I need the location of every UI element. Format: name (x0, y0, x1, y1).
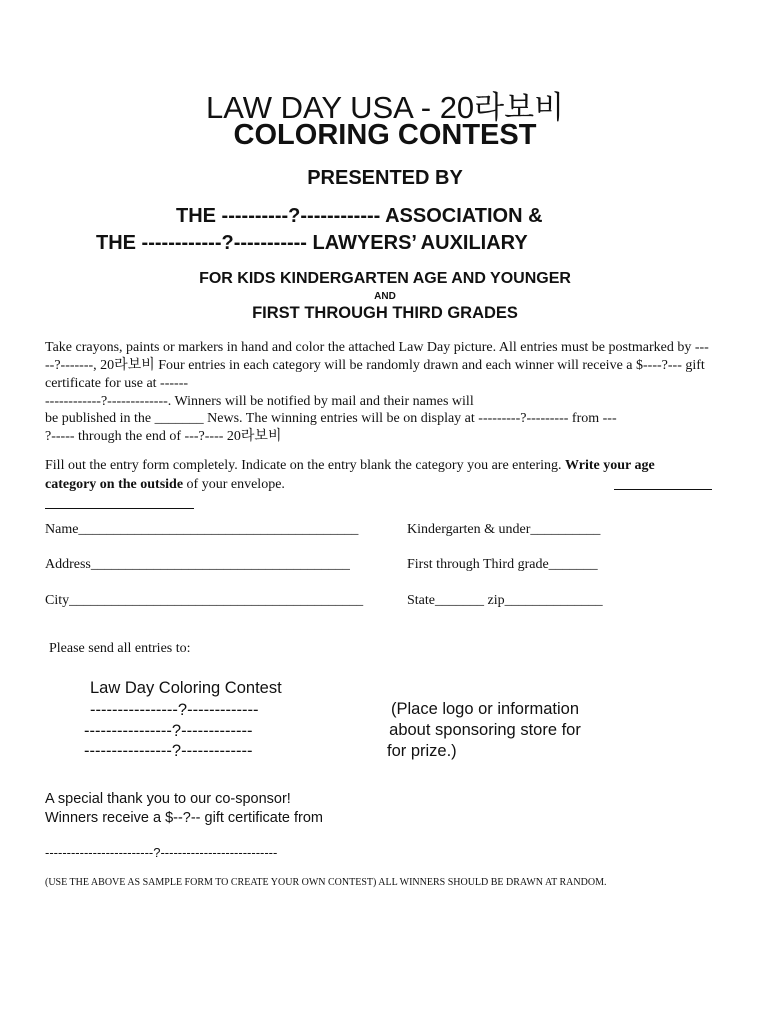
fill-out-line-1 (45, 456, 655, 475)
state-zip-field[interactable]: State_______ zip______________ (407, 593, 603, 608)
fill-out-text: Fill out the entry form completely. Indicate on the entry blank the category you are entering. (45, 458, 566, 473)
kindergarten-category[interactable]: Kindergarten & under__________ (407, 522, 601, 537)
name-field[interactable]: Name________________________________________ (45, 522, 359, 537)
mailing-address-name: Law Day Coloring Contest (90, 679, 282, 697)
thanks-line-2: Winners receive a $--?-- gift certificate from (45, 810, 323, 826)
grades-heading: FIRST THROUGH THIRD GRADES (252, 304, 518, 322)
sponsor-placeholder-line-1: (Place logo or information (390, 700, 579, 718)
kindergarten-heading: FOR KIDS KINDERGARTEN AGE AND YOUNGER (199, 270, 571, 287)
mailing-address-line-2: ----------------?------------- (84, 722, 253, 740)
instructions-line-4: ------------?-------------. Winners will be notified by mail and their names will (45, 394, 474, 409)
thanks-line-3: -------------------------?--------------------------- (45, 845, 278, 860)
instructions-line-2: --?-------, 20라보비 Four entries in each category will be randomly drawn and each winner will receive a $----?--- gift (45, 358, 705, 373)
city-field[interactable]: City__________________________________________ (45, 593, 364, 608)
contest-title: COLORING CONTEST (233, 119, 537, 151)
association-line: THE ----------?------------ ASSOCIATION & (176, 205, 543, 227)
first-third-grade-category[interactable]: First through Third grade_______ (407, 557, 598, 572)
sponsor-placeholder-line-3: for prize.) (387, 742, 457, 760)
instructions-line-1: Take crayons, paints or markers in hand and color the attached Law Day picture. All entries must be postmarked by --- (45, 340, 709, 355)
footer-note: (USE THE ABOVE AS SAMPLE FORM TO CREATE YOUR OWN CONTEST) ALL WINNERS SHOULD BE DRAWN AT RANDOM. (45, 877, 607, 888)
instructions-line-6: ?----- through the end of ---?---- 20라보비 (45, 429, 282, 444)
separator-rule-left (45, 508, 194, 509)
sponsor-placeholder-line-2: about sponsoring store for (389, 721, 581, 739)
separator-rule-right (614, 489, 712, 490)
and-word: AND (374, 291, 396, 302)
instructions-line-5: be published in the _______ News. The winning entries will be on display at ---------?--------- from --- (45, 411, 617, 426)
send-entries-label: Please send all entries to: (49, 641, 191, 656)
presented-by-heading: PRESENTED BY (307, 167, 463, 189)
fill-out-emphasis-2: category on the outside (45, 477, 184, 492)
page-title: LAW DAY USA - 20라보비 (205, 90, 565, 125)
thanks-line-1: A special thank you to our co-sponsor! (45, 791, 291, 807)
fill-out-text-2: of your envelope. (183, 477, 285, 492)
mailing-address-line-3: ----------------?------------- (84, 742, 253, 760)
auxiliary-line: THE ------------?----------- LAWYERS’ AUXILIARY (96, 232, 528, 254)
fill-out-emphasis: Write your age (565, 458, 655, 473)
address-field[interactable]: Address_____________________________________ (45, 557, 350, 572)
fill-out-line-2 (45, 475, 285, 494)
instructions-line-3: certificate for use at ------ (45, 376, 189, 391)
mailing-address-line-1: ----------------?------------- (90, 701, 259, 719)
